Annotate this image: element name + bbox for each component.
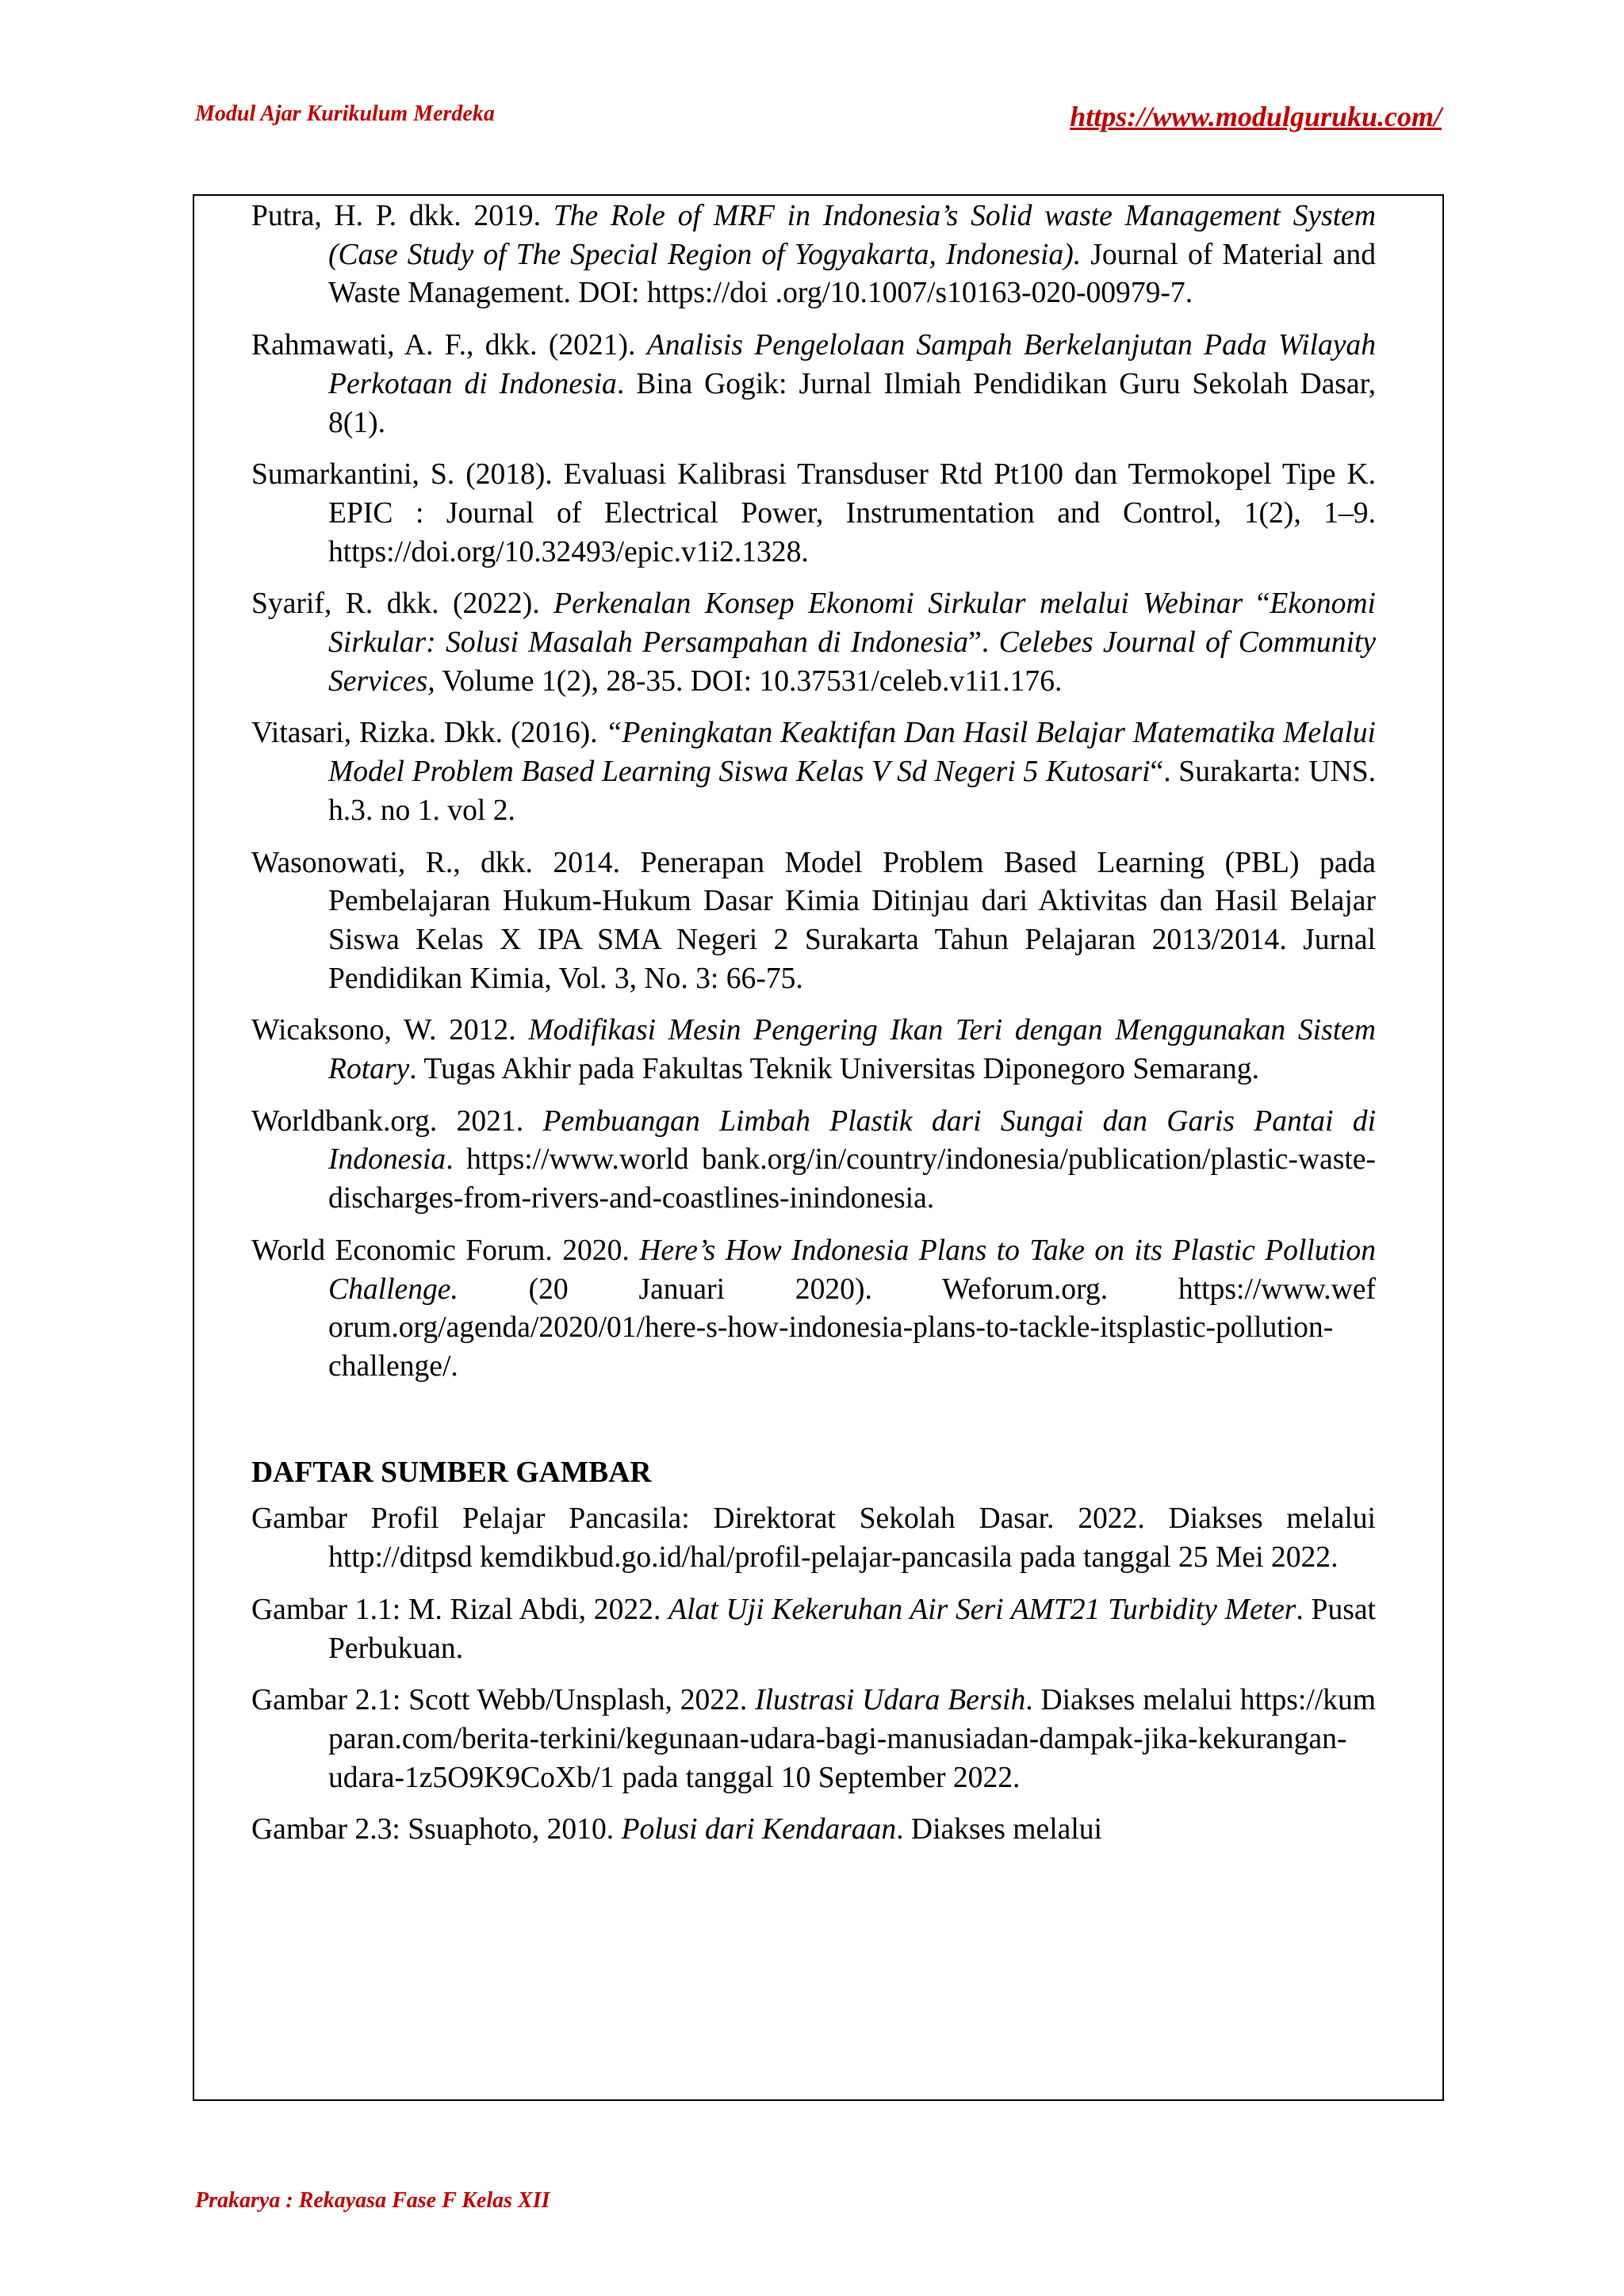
image-source-entry: Gambar 1.1: M. Rizal Abdi, 2022. Alat Uji Kekeruhan Air Seri AMT21 Turbidity Meter. Pusat Perbukuan.	[251, 1593, 1376, 1665]
header-website-link[interactable]: https://www.modulguruku.com/	[1070, 101, 1442, 132]
reference-entry: Syarif, R. dkk. (2022). Perkenalan Konsep Ekonomi Sirkular melalui Webinar “Ekonomi Sirkular: Solusi Masalah Persampahan di Indonesia”. Celebes Journal of Community Services, Volume 1(2), 28-35. DOI: 10.37531/celeb.v1i1.176.	[251, 587, 1377, 698]
footer-course-title: Prakarya : Rekayasa Fase F Kelas XII	[195, 2188, 550, 2213]
reference-entry: Worldbank.org. 2021. Pembuangan Limbah Plastik dari Sungai dan Garis Pantai di Indonesia. https://www.world bank.org/in/country/indonesia/publication/plastic-waste-discharges-from-rivers-and-coastlines-inindonesia.	[251, 1104, 1377, 1215]
reference-entry: Rahmawati, A. F., dkk. (2021). Analisis Pengelolaan Sampah Berkelanjutan Pada Wilayah Perkotaan di Indonesia. Bina Gogik: Jurnal Ilmiah Pendidikan Guru Sekolah Dasar, 8(1).	[251, 329, 1376, 439]
reference-entry: Wicaksono, W. 2012. Modifikasi Mesin Pengering Ikan Teri dengan Menggunakan Sistem Rotary. Tugas Akhir pada Fakultas Teknik Universitas Diponegoro Semarang.	[251, 1014, 1376, 1086]
reference-entry: Putra, H. P. dkk. 2019. The Role of MRF in Indonesia’s Solid waste Management System (Case Study of The Special Region of Yogyakarta, Indonesia). Journal of Material and Waste Management. DOI: https://doi .org/10.1007/s10163-020-00979-7.	[251, 200, 1376, 310]
bibliography-content	[251, 197, 1376, 1850]
section-title: DAFTAR SUMBER GAMBAR	[251, 1456, 652, 1489]
image-source-entry: Gambar 2.3: Ssuaphoto, 2010. Polusi dari Kendaraan. Diakses melalui	[251, 1813, 1102, 1846]
reference-entry: Vitasari, Rizka. Dkk. (2016). “Peningkatan Keaktifan Dan Hasil Belajar Matematika Melalui Model Problem Based Learning Siswa Kelas V Sd Negeri 5 Kutosari“. Surakarta: UNS. h.3. no 1. vol 2.	[251, 717, 1377, 827]
content-frame	[193, 194, 1444, 2101]
header-module-title: Modul Ajar Kurikulum Merdeka	[195, 101, 495, 126]
image-source-entry: Gambar 2.1: Scott Webb/Unsplash, 2022. Ilustrasi Udara Bersih. Diakses melalui https://kum paran.com/berita-terkini/kegunaan-udara-bagi-manusiadan-dampak-jika-kekurangan-udara-1z5O9K9CoXb/1 pada tanggal 10 September 2022.	[251, 1684, 1376, 1794]
reference-entry: Wasonowati, R., dkk. 2014. Penerapan Model Problem Based Learning (PBL) pada Pembelajaran Hukum-Hukum Dasar Kimia Ditinjau dari Aktivitas dan Hasil Belajar Siswa Kelas X IPA SMA Negeri 2 Surakarta Tahun Pelajaran 2013/2014. Jurnal Pendidikan Kimia, Vol. 3, No. 3: 66-75.	[251, 846, 1376, 995]
reference-entry: Sumarkantini, S. (2018). Evaluasi Kalibrasi Transduser Rtd Pt100 dan Termokopel Tipe K. EPIC : Journal of Electrical Power, Instrumentation and Control, 1(2), 1–9. https://doi.org/10.32493/epic.v1i2.1328.	[251, 458, 1376, 568]
reference-entry: World Economic Forum. 2020. Here’s How Indonesia Plans to Take on its Plastic Pollution Challenge. (20 Januari 2020). Weforum.org. https://www.wef orum.org/agenda/2020/01/here-s-how-indonesia-plans-to-tackle-itsplastic-pollution-challenge/.	[251, 1234, 1376, 1383]
image-source-entry: Gambar Profil Pelajar Pancasila: Direktorat Sekolah Dasar. 2022. Diakses melalui http://ditpsd kemdikbud.go.id/hal/profil-pelajar-pancasila pada tanggal 25 Mei 2022.	[251, 1502, 1376, 1575]
